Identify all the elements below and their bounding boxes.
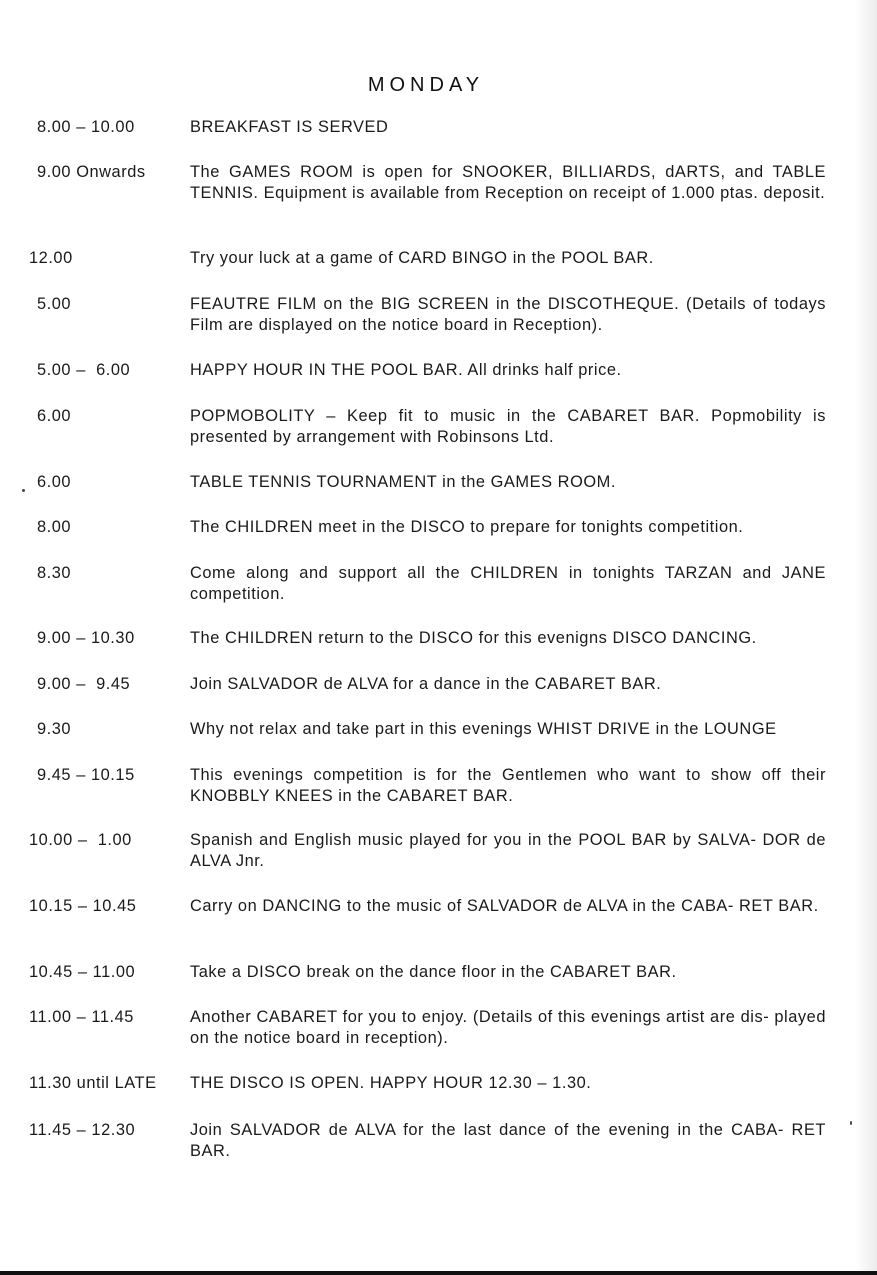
entry-description: THE DISCO IS OPEN. HAPPY HOUR 12.30 – 1.30. bbox=[190, 1074, 592, 1092]
entry-time: 10.00 – 1.00 bbox=[29, 831, 132, 849]
entry-description: Try your luck at a game of CARD BINGO in the POOL BAR. bbox=[190, 249, 654, 267]
entry-time: 8.30 bbox=[37, 564, 72, 582]
entry-description: Why not relax and take part in this evenings WHIST DRIVE in the LOUNGE bbox=[190, 720, 777, 738]
entry-description: Spanish and English music played for you in the POOL BAR by SALVA- DOR de ALVA Jnr. bbox=[190, 831, 826, 870]
paper-speck bbox=[850, 1121, 852, 1125]
entry-time: 9.45 – 10.15 bbox=[37, 766, 135, 784]
entry-time: 10.15 – 10.45 bbox=[29, 897, 137, 915]
page-title: MONDAY bbox=[367, 74, 485, 96]
entry-time: 9.00 – 9.45 bbox=[37, 675, 131, 693]
entry-time: 8.00 – 10.00 bbox=[37, 118, 135, 136]
entry-description: Carry on DANCING to the music of SALVADOR de ALVA in the CABA- RET BAR. bbox=[190, 897, 819, 915]
entry-description: The CHILDREN return to the DISCO for this evenigns DISCO DANCING. bbox=[190, 629, 757, 647]
entry-time: 11.45 – 12.30 bbox=[29, 1121, 136, 1139]
entry-description: FEAUTRE FILM on the BIG SCREEN in the DISCOTHEQUE. (Details of todays Film are displayed on the notice board in Reception). bbox=[190, 295, 826, 334]
entry-time: 9.00 Onwards bbox=[37, 163, 146, 181]
entry-time: 12.00 bbox=[29, 249, 73, 267]
entry-description: TABLE TENNIS TOURNAMENT in the GAMES ROOM. bbox=[190, 473, 616, 491]
entry-description: Come along and support all the CHILDREN in tonights TARZAN and JANE competition. bbox=[190, 564, 826, 603]
entry-description: HAPPY HOUR IN THE POOL BAR. All drinks half price. bbox=[190, 361, 622, 379]
page-edge-shadow bbox=[855, 0, 877, 1275]
entry-time: 10.45 – 11.00 bbox=[29, 963, 136, 981]
entry-description: Join SALVADOR de ALVA for the last dance of the evening in the CABA- RET BAR. bbox=[190, 1121, 826, 1160]
entry-description: Take a DISCO break on the dance floor in the CABARET BAR. bbox=[190, 963, 677, 981]
entry-time: 8.00 bbox=[37, 518, 72, 536]
entry-time: 11.30 until LATE bbox=[29, 1074, 157, 1092]
entry-time: 5.00 – 6.00 bbox=[37, 361, 131, 379]
entry-description: The CHILDREN meet in the DISCO to prepare for tonights competition. bbox=[190, 518, 744, 536]
entry-time: 9.30 bbox=[37, 720, 72, 738]
entry-time: 6.00 bbox=[37, 473, 72, 491]
entry-description: POPMOBOLITY – Keep fit to music in the CABARET BAR. Popmobility is presented by arrangement with Robinsons Ltd. bbox=[190, 407, 826, 446]
entry-description: Another CABARET for you to enjoy. (Details of this evenings artist are dis- played on the notice board in reception). bbox=[190, 1008, 826, 1047]
entry-description: Join SALVADOR de ALVA for a dance in the CABARET BAR. bbox=[190, 675, 662, 693]
entry-time: 9.00 – 10.30 bbox=[37, 629, 135, 647]
entry-description: BREAKFAST IS SERVED bbox=[190, 118, 389, 136]
entry-time: 6.00 bbox=[37, 407, 72, 425]
paper-speck bbox=[22, 489, 25, 492]
entry-time: 11.00 – 11.45 bbox=[29, 1008, 134, 1026]
page-bottom-edge bbox=[0, 1271, 877, 1275]
entry-description: The GAMES ROOM is open for SNOOKER, BILLIARDS, dARTS, and TABLE TENNIS. Equipment is available from Reception on receipt of 1.000 ptas. deposit. bbox=[190, 163, 826, 202]
entry-description: This evenings competition is for the Gentlemen who want to show off their KNOBBLY KNEES in the CABARET BAR. bbox=[190, 766, 826, 805]
entry-time: 5.00 bbox=[37, 295, 72, 313]
